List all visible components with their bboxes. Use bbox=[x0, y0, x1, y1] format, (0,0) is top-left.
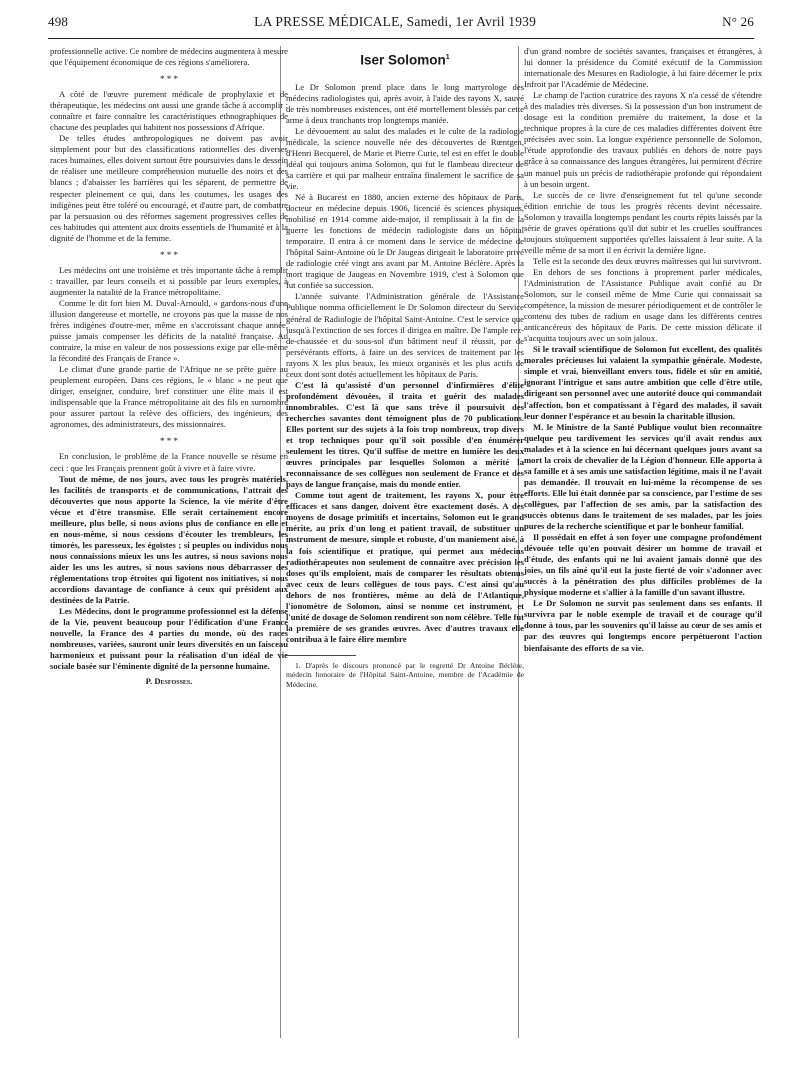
paragraph: C'est là qu'assisté d'un personnel d'infirmières d'élite profondément dévouées, il traita et guérit des malades innombrables. C'est là que sans trêve il poursuivit des recherches savantes dont témoignent plus de 70 publications. Elles portent sur des sujets à la fois trop nombreux, trop divers et trop techniques pour qu'il soit possible d'en énumérer seulement les titres. Qu'il suffise de mettre en lumière les deux œuvres principales par lesquelles Solomon a mérité la reconnaissance de ses collègues non seulement de France et des pays de langue française, mais du monde entier. bbox=[286, 379, 524, 490]
column-1 bbox=[50, 46, 288, 687]
paragraph: M. le Ministre de la Santé Publique voulut bien reconnaître quelque peu tardivement les services qu'il avait rendus aux malades et à la science en lui décernant quelques jours avant sa mort la croix de chevalier de la Légion d'honneur. Elle apporta à sa famille et à ses amis une satisfaction légitime, mais il ne l'avait pas demandée. Il trouvait en lui-même la récompense de ses efforts. Elle lui était donnée par sa conscience, par l'estime de ses collègues, par l'affection de ses amis, par la satisfaction des succès obtenus dans le traitement de ses malades, par les joies pures de la recherche scientifique et par le bonheur familial. bbox=[524, 421, 762, 532]
paragraph: Né à Bucarest en 1880, ancien externe des hôpitaux de Paris, docteur en médecine depuis 1906, licencié ès sciences physiques, mobilisé en 1914 comme aide-major, il remplissait à la fin de la guerre les fonctions de médecin radiologiste dans un hôpital temporaire. Il entra à ce moment dans le service de médecine de l'hôpital Saint-Antoine où le Dr Jaugeas dirigeait le laboratoire privé de radiologie créé vingt ans avant par M. Antoine Béclère. Après la mort tragique de Jaugeas en Novembre 1919, c'est à Solomon que fut confiée sa succession. bbox=[286, 192, 524, 291]
paragraph: professionnelle active. Ce nombre de médecins augmentera à mesure que l'équipement économique de ces régions s'améliorera. bbox=[50, 46, 288, 68]
footnote-rule bbox=[286, 655, 356, 656]
paragraph: Le champ de l'action curatrice des rayons X n'a cessé de s'étendre à des maladies très diverses. Si la possession d'un bon instrument de dosage est la condition première du traitement, la dose et la technique propres à la cure de ces maladies différentes doivent être précisées avec soin. La longue expérience personnelle de Solomon, l'étude approfondie des travaux publiés en dehors de notre pays grâce à sa connaissance des langues étrangères, lui permirent d'écrire un manuel puis un précis de radiothérapie profonde qui répondaient à un besoin urgent. bbox=[524, 90, 762, 189]
paragraph: Le succès de ce livre d'enseignement fut tel qu'une seconde édition enrichie de tous les progrès récents devint nécessaire. Solomon y travailla longtemps pendant les courts répits laissés par la série de graves opérations qu'il dut subir et les cruelles souffrances toujours stoïquement supportées qu'elles laissaient à leur suite. A la veille même de sa mort il en écrivit la dernière ligne. bbox=[524, 189, 762, 255]
paragraph: Il possédait en effet à son foyer une compagne profondément dévouée telle qu'en pouvait désirer un homme de travail et d'étude, des enfants qui ne lui avaient jamais donné que des joies, un fils aîné qu'il eut la juste fierté de voir s'adonner avec succès à la pénétration des plus difficiles problèmes de la physique moderne et s'allier à la famille d'un savant illustre. bbox=[524, 532, 762, 598]
paragraph: Les Médecins, dont le programme professionnel est la défense de la Vie, peuvent beaucoup pour l'édification d'une France nouvelle, la France des 4 parties du monde, où des races nombreuses, variées, sauront unir leurs diversités en un faisceau harmonieux et puissant pour la réalisation d'un idéal de vie sociale basée sur l'éminente dignité de la personne humaine. bbox=[50, 606, 288, 672]
footnote: 1. D'après le discours prononcé par le regretté Dr Antoine Béclère, médecin honoraire de l'Hôpital Saint-Antoine, membre de l'Académie de Médecine. bbox=[286, 660, 524, 689]
paragraph: Le Dr Solomon ne survit pas seulement dans ses enfants. Il survivra par le noble exemple de travail et de courage qu'il donne à tous, par les souvenirs qu'il laisse au cœur de ses amis et par des œuvres qui longtemps encore perpétueront l'action bienfaisante des efforts de sa vie. bbox=[524, 598, 762, 653]
paragraph: En conclusion, le problème de la France nouvelle se résume en ceci : que les Français prennent goût à vivre et à faire vivre. bbox=[50, 451, 288, 473]
column-3 bbox=[524, 46, 762, 654]
section-stars: * * * bbox=[160, 249, 178, 260]
running-header bbox=[48, 14, 754, 34]
journal-title-date: LA PRESSE MÉDICALE, Samedi, 1er Avril 1939 bbox=[254, 14, 537, 29]
paragraph: Si le travail scientifique de Solomon fut excellent, des qualités morales précieuses lui valaient la sympathie générale. Modeste, simple et vrai, bienveillant envers tous, fidèle et sûr en amitié, ignorant l'intrigue et sans autre ambition que celle d'être utile, dirigeant son personnel avec une autorité douce qui commandait l'affection, bon et compatissant à l'égard des malades, il savait leur donner l'espérance et au besoin la charitable illusion. bbox=[524, 344, 762, 421]
column-2 bbox=[286, 46, 524, 689]
article-title bbox=[286, 52, 524, 66]
paragraph: Le dévouement au salut des malades et le culte de la radiologie médicale, la science nouvelle née des découvertes de Rœntgen, d'Henri Becquerel, de Marie et Pierre Curie, tel est en effet le double idéal qui toujours anima Solomon, qui fut le flambeau directeur de sa carrière et qui par malheur entraîna finalement le sacrifice de sa vie. bbox=[286, 125, 524, 191]
paragraph: L'année suivante l'Administration générale de l'Assistance Publique nomma officiellement le Dr Solomon directeur du Service général de Radiologie de l'hôpital Saint-Antoine. C'est le service que jusqu'à l'extinction de ses forces il dirigea en maître. De l'ample rez-de-chaussée et du sous-sol d'un bâtiment neuf il réussit, par de persévérants efforts, à faire un des services de traitement par les rayons X les plus beaux, les mieux organisés et les plus actifs de ceux dont sont dotés actuellement les hôpitaux de Paris. bbox=[286, 291, 524, 379]
paragraph: Comme le dit fort bien M. Duval-Arnould, « gardons-nous d'une illusion dangereuse et mortelle, ne croyons pas que la masse de nos frères indigènes d'outre-mer, même en s'accroissant chaque année, puisse jamais compenser les déficits de la natalité française. Au contraire, la mise en valeur de nos possessions exige par elle-même la fécondité des Français de France ». bbox=[50, 297, 288, 364]
section-stars: * * * bbox=[160, 436, 178, 447]
paragraph: A côté de l'œuvre purement médicale de prophylaxie et de thérapeutique, les médecins ont aussi une grande tâche à accomplir : connaître et faire connaître les caractéristiques ethnographiques de chacune des peuplades qui habitent nos possessions d'Afrique. bbox=[50, 89, 288, 133]
section-stars: * * * bbox=[160, 74, 178, 85]
footnote-marker: 1 bbox=[445, 54, 450, 61]
author-signature: P. Desfosses. bbox=[145, 676, 193, 687]
paragraph: De telles études anthropologiques ne doivent pas avoir simplement pour but des classifications rationnelles des diverses races humaines, elles doivent surtout être poursuivies dans le dessein de réaliser une meilleure compréhension mutuelle des noirs et des blancs ; d'abaisser les barrières qui les séparent, de permettre de respecter pleinement ce qui, dans les coutumes, les usages des indigènes peut être toléré ou encouragé, et d'autre part, de combattre par la persuasion ou des réformes sagement progressives celles de ces habitudes qui attentent aux droits essentiels de l'humanité et à la dignité de l'homme et de la femme. bbox=[50, 133, 288, 243]
article-title-text: Iser Solomon bbox=[360, 52, 446, 68]
paragraph: Les médecins ont une troisième et très importante tâche à remplir : travailler, par leurs conseils et si possible par leurs exemples, à augmenter la natalité de la France métropolitaine. bbox=[50, 264, 288, 297]
issue-number: N° 26 bbox=[722, 14, 754, 29]
paragraph: Le Dr Solomon prend place dans le long martyrologe des médecins radiologistes qui, après avoir, à l'aide des rayons X, sauvé de très nombreuses existences, ont été mortellement blessés par cette arme à deux tranchants trop longtemps maniée. bbox=[286, 81, 524, 125]
page-number: 498 bbox=[48, 14, 69, 29]
paragraph: Le climat d'une grande partie de l'Afrique ne se prête guère au peuplement européen. Dans ces régions, le « blanc » ne peut que diriger, enseigner, conduire, bref constituer une élite mais il est indispensable que la France métropolitaine ait des fils en surnombre pour assurer partout la relève des officiers, des ingénieurs, des agronomes, des administrateurs, des missionnaires. bbox=[50, 364, 288, 430]
header-rule bbox=[48, 38, 754, 39]
paragraph: Tout de même, de nos jours, avec tous les progrès matériels, les facilités de transports et de communications, l'attrait des découvertes que nous apporte la Science, la vie mérite d'être vécue et d'être transmise. Elle serait certainement encore meilleure, plus belle, si nous avions plus de confiance en elle et en nous-même, si nous cessions d'écouter les trembleurs, les timorés, les paresseux, les égoïstes ; si peuples ou individus nous nous connaissions mieux les uns les autres, si nous savions nous aider les uns les autres, si nous savions nous débarrasser des réglementations trop étroites qui ligotent nos initiatives, si nous accordions davantage de confiance à ceux qui président aux destinées de la Patrie. bbox=[50, 473, 288, 606]
paragraph: Comme tout agent de traitement, les rayons X, pour être efficaces et sans danger, doivent être exactement dosés. A des moyens de dosage primitifs et incertains, Solomon eut le grand mérite, au prix d'un long et patient travail, de substituer un instrument de mesure, simple et robuste, d'un maniement aisé, à la fois scientifique et pratique, qui permet aux médecins radiothérapeutes non seulement de connaître avec précision les doses qu'ils emploient, mais de comparer les résultats obtenus avec ceux de leurs collègues de tous pays. C'est ainsi qu'au dehors de nos frontières, même au delà de l'Atlantique, l'ionomètre de Solomon, ainsi se nomme cet instrument, et l'unité de dosage de Solomon rendirent son nom célèbre. Telle fut la première de ses grandes œuvres. Avec d'autres travaux elle contribua à le faire élire membre bbox=[286, 490, 525, 644]
paragraph: En dehors de ses fonctions à proprement parler médicales, l'Administration de l'Assistance Publique avait confié au Dr Solomon, sur le conseil même de Mme Curie qui connaissait sa compétence, la mission de mesurer périodiquement et de contrôler le contenu des tubes de radium en usage dans les différents centres anticancéreux des hôpitaux de Paris. De cette mission délicate il s'acquitta toujours avec un soin jaloux. bbox=[524, 266, 762, 344]
paragraph: d'un grand nombre de sociétés savantes, françaises et étrangères, à lui donner la présidence du Comité exécutif de la Commission internationale des Mesures en Radiologie, à lui faire décerner le prix Infroit par l'Académie de Médecine. bbox=[524, 46, 762, 90]
paragraph: Telle est la seconde des deux œuvres maîtresses qui lui survivront. bbox=[533, 255, 762, 266]
